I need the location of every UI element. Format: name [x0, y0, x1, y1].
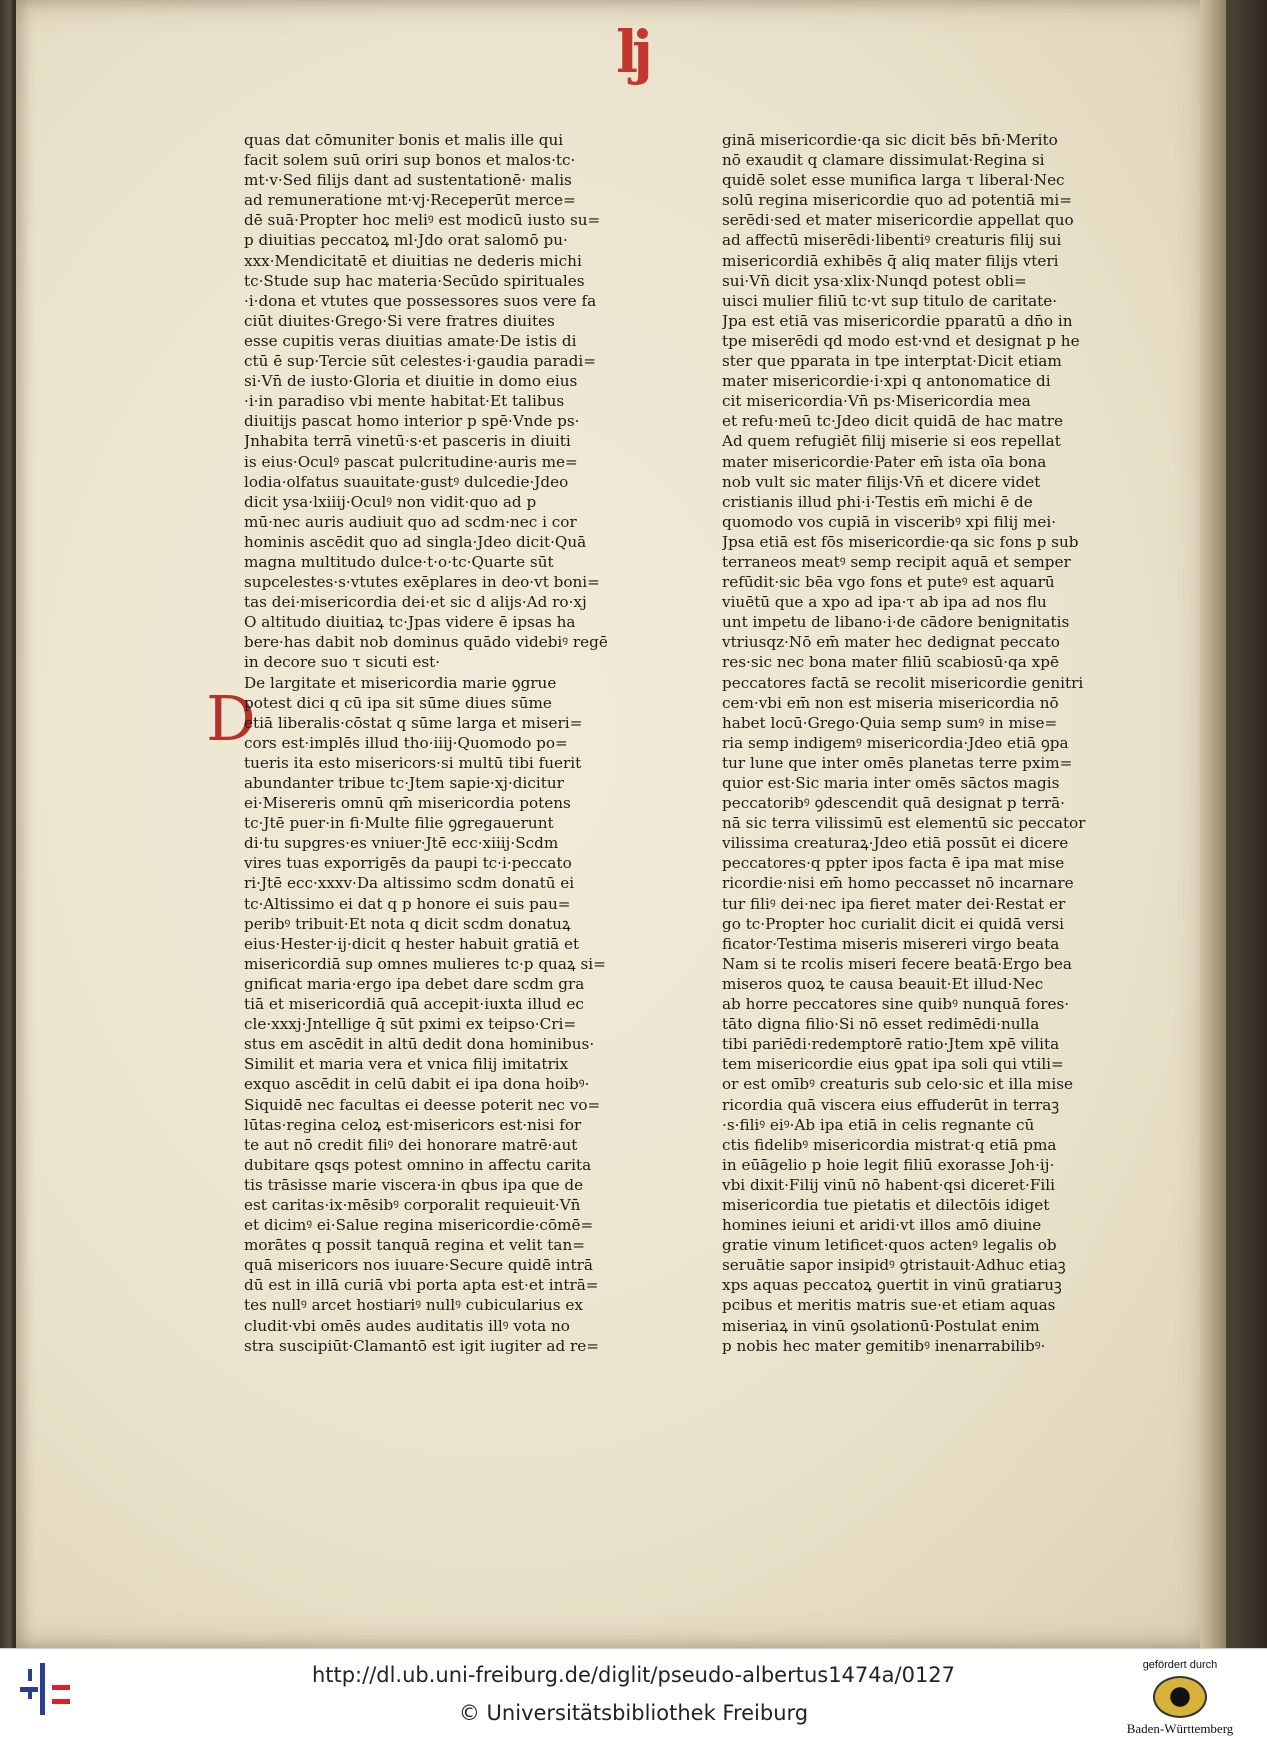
text-line: xxx·Mendicitatē et diuitias ne dederis michi: [244, 251, 582, 270]
text-line: peccatores·q ppter ipos facta ē ipa mat mise: [722, 854, 1065, 873]
text-line: si·Vn̄ de iusto·Gloria et diuitie in domo eius: [244, 372, 578, 391]
text-line: De largitate et misericordia marie ꝯgrue: [244, 673, 557, 692]
text-line: tur lune que inter omēs planetas terre pxim=: [722, 753, 1073, 772]
text-line: quior est·Sic maria inter omēs sāctos magis: [722, 774, 1060, 792]
text-line: ad affectū miserēdi·libentiꝰ creaturis filij sui: [722, 231, 1062, 250]
text-line: cit misericordia·Vn̄ ps·Misericordia mea: [722, 392, 1031, 411]
text-line: et refu·meū tc·Jdeo dicit quidā de hac matre: [722, 412, 1063, 431]
text-line: tāto digna filio·Si nō esset redimēdi·nulla: [722, 1015, 1040, 1034]
text-line: mater misericordie·Pater em̄ ista oīa bona: [722, 452, 1047, 471]
text-line: habet locū·Grego·Quia semp sumꝰ in mise=: [722, 713, 1058, 732]
text-line: vbi dixit·Filij vinū nō habent·qsi diceret·Fili: [722, 1175, 1055, 1194]
text-line: nob vult sic mater filijs·Vn̄ et dicere videt: [722, 472, 1041, 491]
text-line: ·i·in paradiso vbi mente habitat·Et talibus: [244, 392, 565, 411]
text-line: dicit ysa·lxiiij·Oculꝰ non vidit·quo ad p: [244, 492, 537, 511]
text-line: refūdit·sic bēa vgo fons et puteꝰ est aquarū: [722, 573, 1055, 592]
text-line: tc·Altissimo ei dat q p honore ei suis pau=: [244, 894, 571, 913]
text-line: quas dat cōmuniter bonis et malis ille qui: [244, 131, 564, 149]
text-line: morātes q possit tanquā regina et velit tan=: [244, 1236, 585, 1255]
text-line: xps aquas peccatoꝝ ꝯuertit in vinū gratiaruꝫ: [722, 1276, 1062, 1295]
text-line: misericordiā exhibēs q̄ aliq mater filijs vteri: [722, 251, 1059, 270]
text-line: misericordia tue pietatis et dilectōis idiget: [722, 1195, 1050, 1214]
text-line: mū·nec auris audiuit quo ad scdm·nec i cor: [244, 512, 577, 531]
decorated-initial: D: [206, 682, 256, 755]
text-line: tur filiꝰ dei·nec ipa fieret mater dei·Restat er: [722, 894, 1066, 913]
right-text-column: [722, 130, 1102, 1356]
text-line: cle·xxxj·Jntellige q̄ sūt pximi ex teipso·Cri=: [244, 1015, 577, 1034]
text-line: tpe miserēdi qd modo est·vnd et designat p he: [722, 331, 1080, 350]
sponsor-state-name: Baden-Württemberg: [1126, 1721, 1234, 1736]
text-line: Siquidē nec facultas ei deesse poterit nec vo=: [244, 1095, 601, 1114]
text-line: cludit·vbi omēs audes auditatis illꝰ vota no: [244, 1316, 570, 1335]
text-line: etiā liberalis·cōstat q sūme larga et miseri=: [244, 713, 583, 732]
text-line: vilissima creaturaꝝ·Jdeo etiā possūt ei dicere: [722, 834, 1069, 853]
text-line: Nam si te rcolis miseri fecere beatā·Ergo bea: [722, 954, 1072, 973]
text-line: exquo ascēdit in celū dabit ei ipa dona hoibꝰ·: [244, 1075, 590, 1094]
text-line: ciūt diuites·Grego·Si vere fratres diuites: [244, 311, 555, 330]
text-line: ria semp indigemꝰ misericordia·Jdeo etiā ꝯpa: [722, 733, 1069, 752]
text-line: dubitare qsqs potest omnino in affectu carita: [244, 1155, 592, 1174]
text-line: bere·has dabit nob dominus quādo videbiꝰ regē: [244, 633, 608, 652]
text-line: peccatores factā se recolit misericordie genitri: [722, 673, 1084, 692]
text-line: ginā misericordie·qa sic dicit bēs bn̄·Merito: [722, 131, 1058, 149]
text-line: miseros quoꝝ te causa beauit·Et illud·Nec: [722, 974, 1044, 993]
text-line: Ad quem refugiēt filij miserie si eos repellat: [722, 432, 1061, 451]
text-line: Similit et maria vera et vnica filij imitatrix: [244, 1055, 569, 1074]
text-line: Jnhabita terrā vinetū·s·et pasceris in diuiti: [244, 432, 571, 451]
text-line: quidē solet esse munifica larga τ liberal·Nec: [722, 171, 1065, 190]
manuscript-page: [16, 0, 1224, 1648]
text-line: dū est in illā curiā vbi porta apta est·et intrā=: [244, 1276, 599, 1295]
text-line: ei·Misereris omnū qm̄ misericordia potens: [244, 794, 571, 813]
text-line: ster que pparata in tpe interptat·Dicit etiam: [722, 352, 1062, 371]
text-line: est caritas·ix·mēsibꝰ corporalit requieuit·Vn̄: [244, 1195, 581, 1214]
text-line: potest dici q cū ipa sit sūme diues sūme: [244, 693, 552, 712]
text-line: eius·Hester·ij·dicit q hester habuit gratiā et: [244, 934, 580, 953]
text-line: tem misericordie eius ꝯpat ipa soli qui vtili=: [722, 1055, 1064, 1074]
text-line: cem·vbi em̄ non est miseria misericordia nō: [722, 693, 1059, 712]
text-line: serēdi·sed et mater misericordie appellat quo: [722, 211, 1074, 230]
left-text-column: [244, 130, 624, 1356]
text-line: res·sic nec bona mater filiū scabiosū·qa xpē: [722, 653, 1059, 672]
text-line: ctis fidelibꝰ misericordia mistrat·q etiā pma: [722, 1135, 1057, 1154]
text-line: et dicimꝰ ei·Salue regina misericordie·cōmē=: [244, 1216, 594, 1235]
text-line: terraneos meatꝰ semp recipit aquā et semper: [722, 552, 1071, 571]
text-line: ·i·dona et vtutes que possessores suos vere fa: [244, 291, 597, 310]
text-line: supcelestes·s·vtutes exēplares in deo·vt boni=: [244, 573, 600, 592]
text-line: vires tuas exporrigēs da paupi tc·i·peccato: [244, 854, 572, 873]
text-line: miseriaꝝ in vinū ꝯsolationū·Postulat enim: [722, 1316, 1040, 1335]
text-line: cristianis illud phi·i·Testis em̄ michi ē de: [722, 492, 1033, 511]
text-line: lodia·olfatus suauitate·gustꝰ dulcedie·Jdeo: [244, 472, 569, 491]
text-line: quomodo vos cupiā in visceribꝰ xpi filij mei·: [722, 512, 1057, 531]
baden-wuerttemberg-coat-of-arms-icon: [1153, 1676, 1207, 1718]
text-line: Jpsa etiā est fōs misericordie·qa sic fons p sub: [722, 532, 1079, 551]
permalink-url[interactable]: http://dl.ub.uni-freiburg.de/diglit/pseudo-albertus1474a/0127: [311, 1663, 956, 1687]
text-line: dē suā·Propter hoc meliꝰ est modicū iusto su=: [244, 211, 601, 230]
text-line: peccatoribꝰ ꝯdescendit quā designat p terrā·: [722, 794, 1065, 813]
text-line: stus em ascēdit in altū dedit dona hominibus·: [244, 1035, 595, 1054]
text-line: O altitudo diuitiaꝝ tc·Jpas videre ē ipsas ha: [244, 613, 576, 632]
text-line: or est omībꝰ creaturis sub celo·sic et illa mise: [722, 1075, 1073, 1094]
page-edge: [1200, 0, 1226, 1648]
text-line: quā misericors nos iuuare·Secure quidē intrā: [244, 1256, 593, 1275]
text-line: stra suscipiūt·Clamantō est igit iugiter ad re=: [244, 1336, 599, 1355]
text-line: in decore suo τ sicuti est·: [244, 653, 441, 672]
text-line: vtriusqz·Nō em̄ mater hec dedignat peccato: [722, 633, 1060, 652]
text-line: unt impetu de libano·i·de cādore benignitatis: [722, 613, 1070, 632]
text-line: tc·Jtē puer·in fi·Multe filie ꝯgregauerunt: [244, 814, 554, 833]
text-line: ricordia quā viscera eius effuderūt in terraꝫ: [722, 1095, 1060, 1114]
text-line: esse cupitis veras diuitias amate·De istis di: [244, 331, 577, 350]
text-line: ·s·filiꝰ eiꝰ·Ab ipa etiā in celis regnante cū: [722, 1115, 1035, 1134]
text-line: peribꝰ tribuit·Et nota q dicit scdm donatuꝝ: [244, 914, 571, 933]
text-line: ad remuneratione mt·vj·Receperūt merce=: [244, 191, 576, 210]
text-line: Jpa est etiā vas misericordie pparatū a dn̄o in: [722, 311, 1073, 330]
text-line: tueris ita esto misericors·si multū tibi fuerit: [244, 753, 582, 772]
text-line: pcibus et meritis matris sue·et etiam aquas: [722, 1296, 1056, 1315]
text-line: p diuitias peccatoꝝ ml·Jdo orat salomō pu·: [244, 231, 568, 250]
footer-bar: [0, 1648, 1267, 1741]
sponsor-label: gefördert durch: [1142, 1659, 1218, 1671]
sponsor-block: [1110, 1655, 1250, 1737]
text-line: tes nullꝰ arcet hostiariꝰ nullꝰ cubicularius ex: [244, 1296, 583, 1315]
text-line: sui·Vn̄ dicit ysa·xlix·Nunqd potest obli=: [722, 271, 1027, 290]
text-line: di·tu supgres·es vniuer·Jtē ecc·xiiij·Scdm: [244, 834, 559, 853]
text-line: solū regina misericordie quo ad potentiā mi=: [722, 191, 1073, 210]
text-line: p nobis hec mater gemitibꝰ inenarrabilibꝰ·: [722, 1336, 1046, 1355]
text-line: gratie vinum letificet·quos actenꝰ legalis ob: [722, 1236, 1057, 1255]
text-line: facit solem suū oriri sup bonos et malos·tc·: [244, 151, 576, 170]
text-line: tiā et misericordiā quā accepit·iuxta illud ec: [244, 995, 584, 1014]
copyright-text: © Universitätsbibliothek Freiburg: [458, 1701, 809, 1725]
text-line: uisci mulier filiū tc·vt sup titulo de caritate·: [722, 291, 1058, 310]
text-line: tc·Stude sup hac materia·Secūdo spirituales: [244, 271, 585, 290]
text-line: ricordie·nisi em̄ homo peccasset nō incarnare: [722, 874, 1074, 893]
text-line: ctū ē sup·Tercie sūt celestes·i·gaudia paradi=: [244, 352, 596, 371]
text-line: ab horre peccatores sine quibꝰ nunquā fores·: [722, 995, 1070, 1014]
text-line: tas dei·misericordia dei·et sic d alijs·Ad ro·xj: [244, 593, 587, 612]
text-line: viuētū que a xpo ad ipa·τ ab ipa ad nos flu: [722, 593, 1047, 612]
text-line: tibi pariēdi·redemptorē ratio·Jtem xpē vilita: [722, 1035, 1060, 1054]
text-line: is eius·Oculꝰ pascat pulcritudine·auris me=: [244, 452, 578, 471]
text-line: tis trāsisse marie viscera·in qbus ipa que de: [244, 1175, 584, 1194]
text-line: cors est·implēs illud tho·iiij·Quomodo po=: [244, 733, 568, 752]
text-line: te aut nō credit filiꝰ dei honorare matrē·aut: [244, 1135, 578, 1154]
text-line: go tc·Propter hoc curialit dicit ei quidā versi: [722, 914, 1065, 933]
text-line: abundanter tribue tc·Jtem sapie·xj·dicitur: [244, 774, 564, 792]
text-line: ficator·Testima miseris misereri virgo beata: [722, 934, 1060, 953]
text-line: mt·v·Sed filijs dant ad sustentationē· malis: [244, 171, 572, 190]
text-line: gnificat maria·ergo ipa debet dare scdm gra: [244, 974, 585, 993]
text-line: nā sic terra vilissimū est elementū sic peccator: [722, 814, 1086, 833]
text-line: misericordiā sup omnes mulieres tc·p quaꝝ si=: [244, 954, 606, 973]
text-line: ri·Jtē ecc·xxxv·Da altissimo scdm donatū ei: [244, 874, 575, 893]
text-line: homines ieiuni et aridi·vt illos amō diuine: [722, 1216, 1042, 1235]
text-line: in eūāgelio p hoie legit filiū exorasse Joh·ij·: [722, 1155, 1055, 1174]
text-line: hominis ascēdit quo ad singla·Jdeo dicit·Quā: [244, 532, 587, 551]
text-line: nō exaudit q clamare dissimulat·Regina si: [722, 151, 1045, 170]
text-line: diuitijs pascat homo interior p spē·Vnde ps·: [244, 412, 580, 431]
text-line: seruātie sapor insipidꝰ ꝯtristauit·Adhuc etiaꝫ: [722, 1256, 1066, 1275]
text-line: magna multitudo dulce·t·o·tc·Quarte sūt: [244, 552, 554, 571]
text-line: lūtas·regina celoꝝ est·misericors est·nisi for: [244, 1115, 582, 1134]
text-line: mater misericordie·i·xpi q antonomatice di: [722, 372, 1051, 391]
folio-number: lj: [616, 18, 648, 86]
